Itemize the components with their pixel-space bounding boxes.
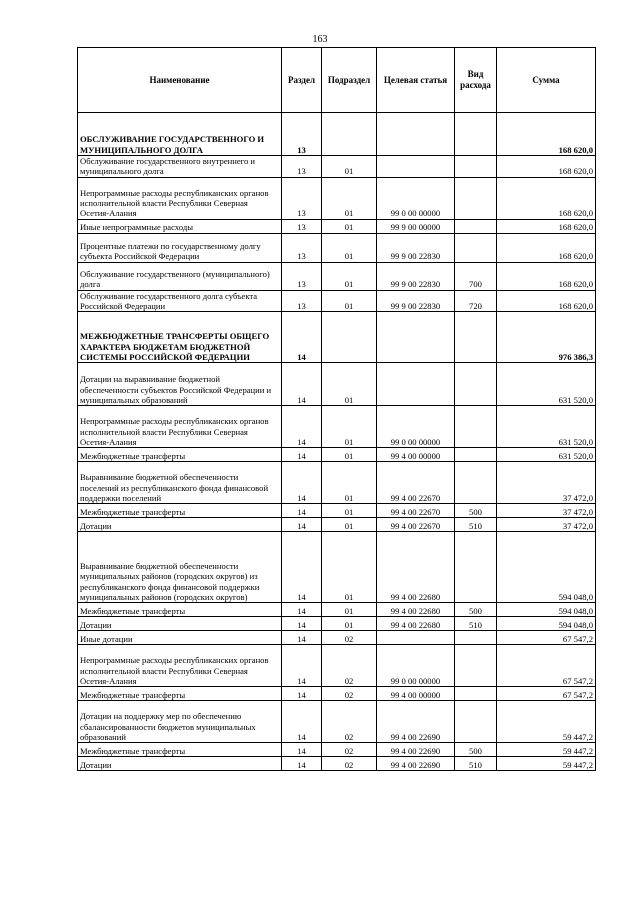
cell-section: 13 <box>282 233 322 262</box>
col-header-subsection: Подраздел <box>322 48 377 113</box>
cell-target: 99 9 00 22830 <box>377 290 455 312</box>
cell-subsection: 01 <box>322 617 377 631</box>
col-header-target: Целевая статья <box>377 48 455 113</box>
cell-sum: 976 386,3 <box>497 312 596 363</box>
table-row <box>78 757 596 771</box>
cell-type <box>455 177 497 219</box>
col-header-section: Раздел <box>282 48 322 113</box>
page-number: 163 <box>312 34 328 45</box>
table-row <box>78 518 596 532</box>
cell-sum: 59 447,2 <box>497 743 596 757</box>
cell-subsection: 01 <box>322 156 377 178</box>
table-row <box>78 406 596 448</box>
cell-sum: 59 447,2 <box>497 701 596 743</box>
cell-type: 700 <box>455 262 497 290</box>
cell-section: 14 <box>282 645 322 687</box>
cell-subsection: 02 <box>322 687 377 701</box>
cell-target: 99 9 00 22830 <box>377 262 455 290</box>
cell-section: 13 <box>282 219 322 233</box>
cell-type: 510 <box>455 518 497 532</box>
cell-section: 14 <box>282 743 322 757</box>
cell-type <box>455 219 497 233</box>
cell-type <box>455 233 497 262</box>
cell-subsection: 01 <box>322 233 377 262</box>
cell-name: Непрограммные расходы республиканских органов исполнительной власти Республики Северная Осетия-Алания <box>78 177 282 219</box>
cell-section: 14 <box>282 462 322 504</box>
cell-target: 99 4 00 22690 <box>377 757 455 771</box>
cell-subsection: 01 <box>322 219 377 233</box>
cell-target: 99 0 00 00000 <box>377 406 455 448</box>
cell-sum: 168 620,0 <box>497 233 596 262</box>
cell-type: 500 <box>455 603 497 617</box>
cell-name: Выравнивание бюджетной обеспеченности муниципальных районов (городских округов) из республиканского фонда финансовой поддержки муниципальных районов (городских округов) <box>78 532 282 603</box>
cell-subsection: 01 <box>322 262 377 290</box>
table-row <box>78 687 596 701</box>
cell-sum: 594 048,0 <box>497 532 596 603</box>
cell-name: Межбюджетные трансферты <box>78 687 282 701</box>
cell-type <box>455 462 497 504</box>
cell-target <box>377 312 455 363</box>
table-header-row <box>78 48 596 113</box>
cell-target: 99 0 00 00000 <box>377 645 455 687</box>
table-row <box>78 290 596 312</box>
cell-section: 13 <box>282 156 322 178</box>
cell-subsection: 02 <box>322 743 377 757</box>
cell-section: 13 <box>282 262 322 290</box>
cell-sum: 37 472,0 <box>497 462 596 504</box>
cell-subsection: 01 <box>322 448 377 462</box>
cell-type <box>455 156 497 178</box>
table-row <box>78 617 596 631</box>
cell-sum: 168 620,0 <box>497 262 596 290</box>
cell-target <box>377 631 455 645</box>
cell-section: 13 <box>282 177 322 219</box>
cell-section: 14 <box>282 617 322 631</box>
cell-subsection: 01 <box>322 462 377 504</box>
col-header-type: Вид расхода <box>455 48 497 113</box>
cell-name: Обслуживание государственного долга субъекта Российской Федерации <box>78 290 282 312</box>
cell-name: Межбюджетные трансферты <box>78 743 282 757</box>
cell-type: 500 <box>455 743 497 757</box>
cell-type: 510 <box>455 757 497 771</box>
cell-name: Иные непрограммные расходы <box>78 219 282 233</box>
cell-target: 99 4 00 22690 <box>377 701 455 743</box>
cell-target: 99 4 00 22680 <box>377 617 455 631</box>
cell-subsection: 02 <box>322 631 377 645</box>
table-row <box>78 603 596 617</box>
cell-sum: 168 620,0 <box>497 219 596 233</box>
cell-name: Дотации на поддержку мер по обеспечению сбалансированности бюджетов муниципальных образований <box>78 701 282 743</box>
cell-target: 99 4 00 22670 <box>377 462 455 504</box>
cell-name: ОБСЛУЖИВАНИЕ ГОСУДАРСТВЕННОГО И МУНИЦИПАЛЬНОГО ДОЛГА <box>78 113 282 156</box>
table-row <box>78 448 596 462</box>
cell-sum: 67 547,2 <box>497 631 596 645</box>
cell-sum: 67 547,2 <box>497 687 596 701</box>
table-row <box>78 262 596 290</box>
cell-type <box>455 701 497 743</box>
table-row <box>78 701 596 743</box>
cell-name: Выравнивание бюджетной обеспеченности поселений из республиканского фонда финансовой поддержки поселений <box>78 462 282 504</box>
cell-name: Межбюджетные трансферты <box>78 603 282 617</box>
cell-subsection: 01 <box>322 518 377 532</box>
cell-section: 14 <box>282 687 322 701</box>
cell-section: 14 <box>282 406 322 448</box>
table-row <box>78 504 596 518</box>
cell-name: Процентные платежи по государственному долгу субъекта Российской Федерации <box>78 233 282 262</box>
cell-section: 14 <box>282 701 322 743</box>
cell-sum: 168 620,0 <box>497 113 596 156</box>
cell-target: 99 4 00 22690 <box>377 743 455 757</box>
cell-type: 500 <box>455 504 497 518</box>
cell-section: 14 <box>282 312 322 363</box>
cell-name: Дотации <box>78 518 282 532</box>
cell-target <box>377 113 455 156</box>
cell-target: 99 9 00 22830 <box>377 233 455 262</box>
cell-type <box>455 448 497 462</box>
cell-section: 14 <box>282 504 322 518</box>
cell-section: 14 <box>282 532 322 603</box>
cell-sum: 168 620,0 <box>497 290 596 312</box>
table-row <box>78 363 596 406</box>
cell-name: Непрограммные расходы республиканских органов исполнительной власти Республики Северная Осетия-Алания <box>78 406 282 448</box>
cell-name: Иные дотации <box>78 631 282 645</box>
cell-section: 13 <box>282 290 322 312</box>
cell-subsection: 02 <box>322 645 377 687</box>
budget-table <box>77 47 596 771</box>
cell-subsection: 02 <box>322 757 377 771</box>
cell-name: Обслуживание государственного (муниципального) долга <box>78 262 282 290</box>
cell-subsection: 01 <box>322 406 377 448</box>
cell-subsection: 02 <box>322 701 377 743</box>
table-row <box>78 312 596 363</box>
cell-target: 99 0 00 00000 <box>377 177 455 219</box>
cell-subsection: 01 <box>322 177 377 219</box>
cell-sum: 37 472,0 <box>497 504 596 518</box>
cell-sum: 594 048,0 <box>497 617 596 631</box>
cell-type <box>455 631 497 645</box>
cell-type <box>455 532 497 603</box>
cell-type <box>455 406 497 448</box>
table-row <box>78 743 596 757</box>
cell-name: Дотации <box>78 757 282 771</box>
table-row <box>78 113 596 156</box>
col-header-sum: Сумма <box>497 48 596 113</box>
table-row <box>78 462 596 504</box>
table-row <box>78 177 596 219</box>
table-row <box>78 233 596 262</box>
cell-name: Дотации <box>78 617 282 631</box>
cell-subsection: 01 <box>322 290 377 312</box>
cell-section: 14 <box>282 448 322 462</box>
cell-target: 99 4 00 22680 <box>377 532 455 603</box>
cell-subsection: 01 <box>322 504 377 518</box>
cell-type <box>455 687 497 701</box>
cell-target: 99 9 00 00000 <box>377 219 455 233</box>
cell-section: 14 <box>282 757 322 771</box>
cell-name: МЕЖБЮДЖЕТНЫЕ ТРАНСФЕРТЫ ОБЩЕГО ХАРАКТЕРА БЮДЖЕТАМ БЮДЖЕТНОЙ СИСТЕМЫ РОССИЙСКОЙ ФЕДЕРАЦИИ <box>78 312 282 363</box>
cell-target: 99 4 00 22670 <box>377 518 455 532</box>
cell-target: 99 4 00 22670 <box>377 504 455 518</box>
cell-sum: 37 472,0 <box>497 518 596 532</box>
cell-section: 14 <box>282 363 322 406</box>
table-row <box>78 631 596 645</box>
cell-subsection: 01 <box>322 532 377 603</box>
cell-sum: 594 048,0 <box>497 603 596 617</box>
cell-target: 99 4 00 00000 <box>377 448 455 462</box>
cell-sum: 631 520,0 <box>497 406 596 448</box>
cell-section: 14 <box>282 603 322 617</box>
cell-type: 510 <box>455 617 497 631</box>
cell-subsection: 01 <box>322 603 377 617</box>
cell-section: 14 <box>282 518 322 532</box>
cell-sum: 168 620,0 <box>497 156 596 178</box>
cell-subsection <box>322 113 377 156</box>
table-row <box>78 645 596 687</box>
cell-subsection <box>322 312 377 363</box>
cell-target <box>377 156 455 178</box>
cell-target <box>377 363 455 406</box>
cell-section: 13 <box>282 113 322 156</box>
cell-sum: 168 620,0 <box>497 177 596 219</box>
cell-sum: 631 520,0 <box>497 363 596 406</box>
cell-target: 99 4 00 22680 <box>377 603 455 617</box>
cell-sum: 59 447,2 <box>497 757 596 771</box>
cell-type <box>455 312 497 363</box>
cell-name: Непрограммные расходы республиканских органов исполнительной власти Республики Северная Осетия-Алания <box>78 645 282 687</box>
cell-target: 99 4 00 00000 <box>377 687 455 701</box>
table-row <box>78 156 596 178</box>
cell-type <box>455 113 497 156</box>
table-row <box>78 219 596 233</box>
cell-name: Дотации на выравнивание бюджетной обеспеченности субъектов Российской Федерации и муниципальных образований <box>78 363 282 406</box>
table-row <box>78 532 596 603</box>
cell-name: Межбюджетные трансферты <box>78 504 282 518</box>
cell-section: 14 <box>282 631 322 645</box>
cell-name: Обслуживание государственного внутреннего и муниципального долга <box>78 156 282 178</box>
cell-subsection: 01 <box>322 363 377 406</box>
cell-name: Межбюджетные трансферты <box>78 448 282 462</box>
cell-sum: 631 520,0 <box>497 448 596 462</box>
cell-type <box>455 645 497 687</box>
cell-type: 720 <box>455 290 497 312</box>
cell-sum: 67 547,2 <box>497 645 596 687</box>
cell-type <box>455 363 497 406</box>
col-header-name: Наименование <box>78 48 282 113</box>
